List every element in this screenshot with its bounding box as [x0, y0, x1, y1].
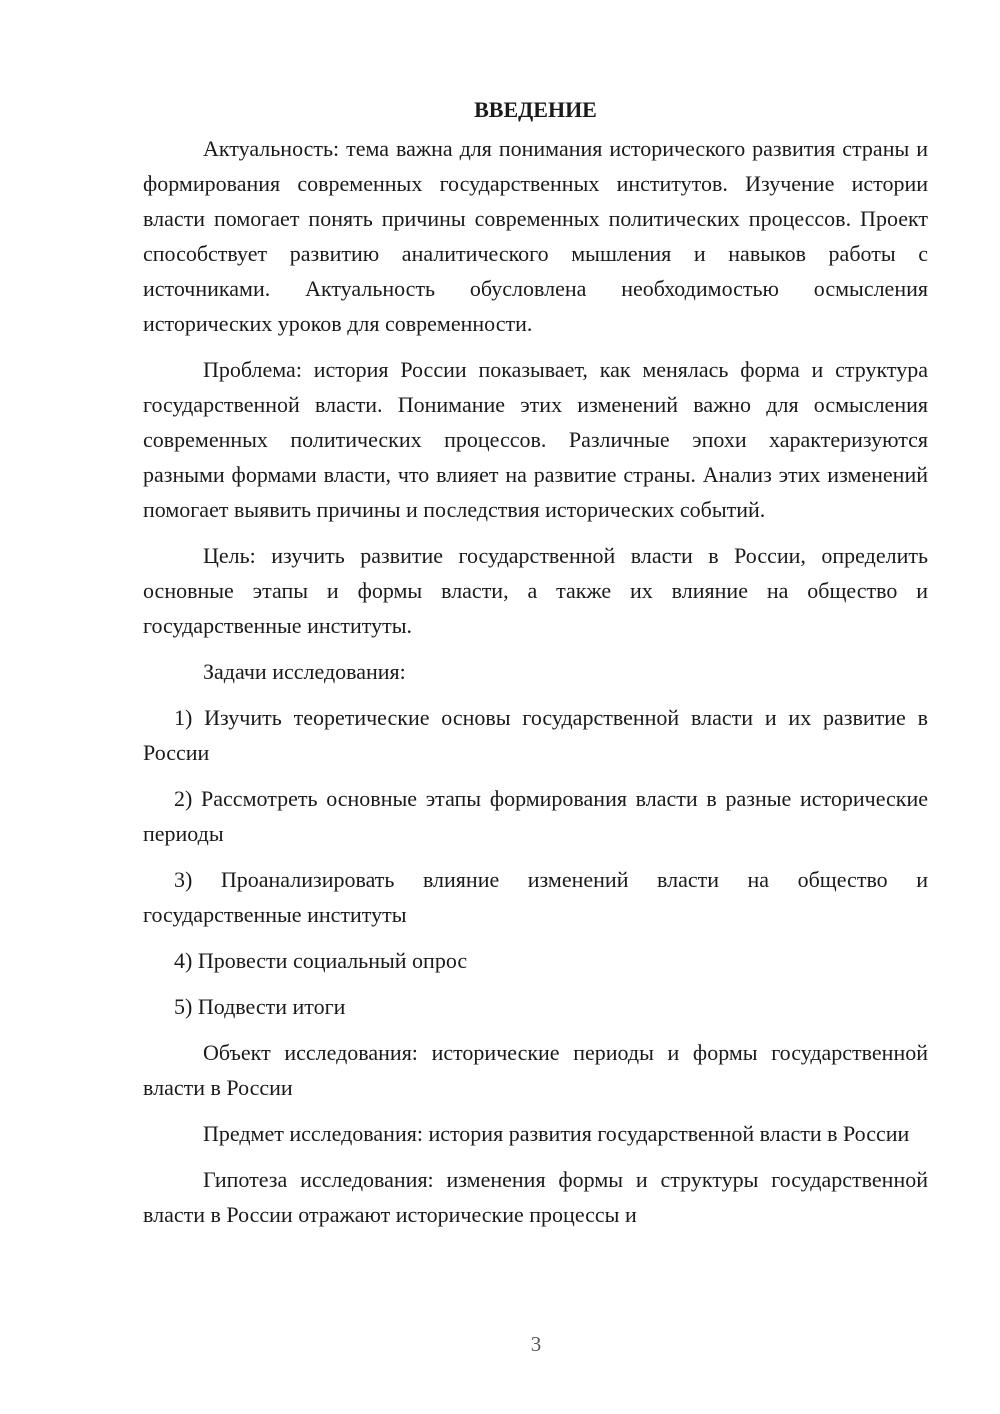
relevance-paragraph: Актуальность: тема важна для понимания исторического развития страны и формирования современных государственных институтов. Изучение истории власти помогает понять причины современных политических процессов. Проект способствует развитию аналитического мышления и навыков работы с источниками. Актуальность обусловлена необходимостью осмысления исторических уроков для современности. — [143, 136, 928, 336]
section-heading: ВВЕДЕНИЕ — [474, 97, 597, 122]
task-item-3: 3) Проанализировать влияние изменений власти на общество и государственные институты — [143, 867, 928, 927]
tasks-heading: Задачи исследования: — [203, 659, 406, 684]
subject-paragraph: Предмет исследования: история развития государственной власти в России — [203, 1121, 910, 1146]
goal-paragraph: Цель: изучить развитие государственной власти в России, определить основные этапы и формы власти, а также их влияние на общество и государственные институты. — [143, 543, 928, 638]
problem-paragraph: Проблема: история России показывает, как менялась форма и структура государственной власти. Понимание этих изменений важно для осмысления современных политических процессов. Различные эпохи характеризуются разными формами власти, что влияет на развитие страны. Анализ этих изменений помогает выявить причины и последствия исторических событий. — [143, 357, 928, 522]
task-item-1: 1) Изучить теоретические основы государственной власти и их развитие в России — [143, 705, 928, 765]
hypothesis-paragraph: Гипотеза исследования: изменения формы и структуры государственной власти в России отражают исторические процессы и — [143, 1167, 928, 1227]
task-item-2: 2) Рассмотреть основные этапы формирования власти в разные исторические периоды — [143, 786, 928, 846]
task-item-4: 4) Провести социальный опрос — [174, 948, 468, 973]
object-paragraph: Объект исследования: исторические периоды и формы государственной власти в России — [143, 1040, 928, 1100]
task-item-5: 5) Подвести итоги — [174, 994, 346, 1019]
page-number: 3 — [530, 1332, 542, 1356]
document-page — [143, 92, 928, 1243]
